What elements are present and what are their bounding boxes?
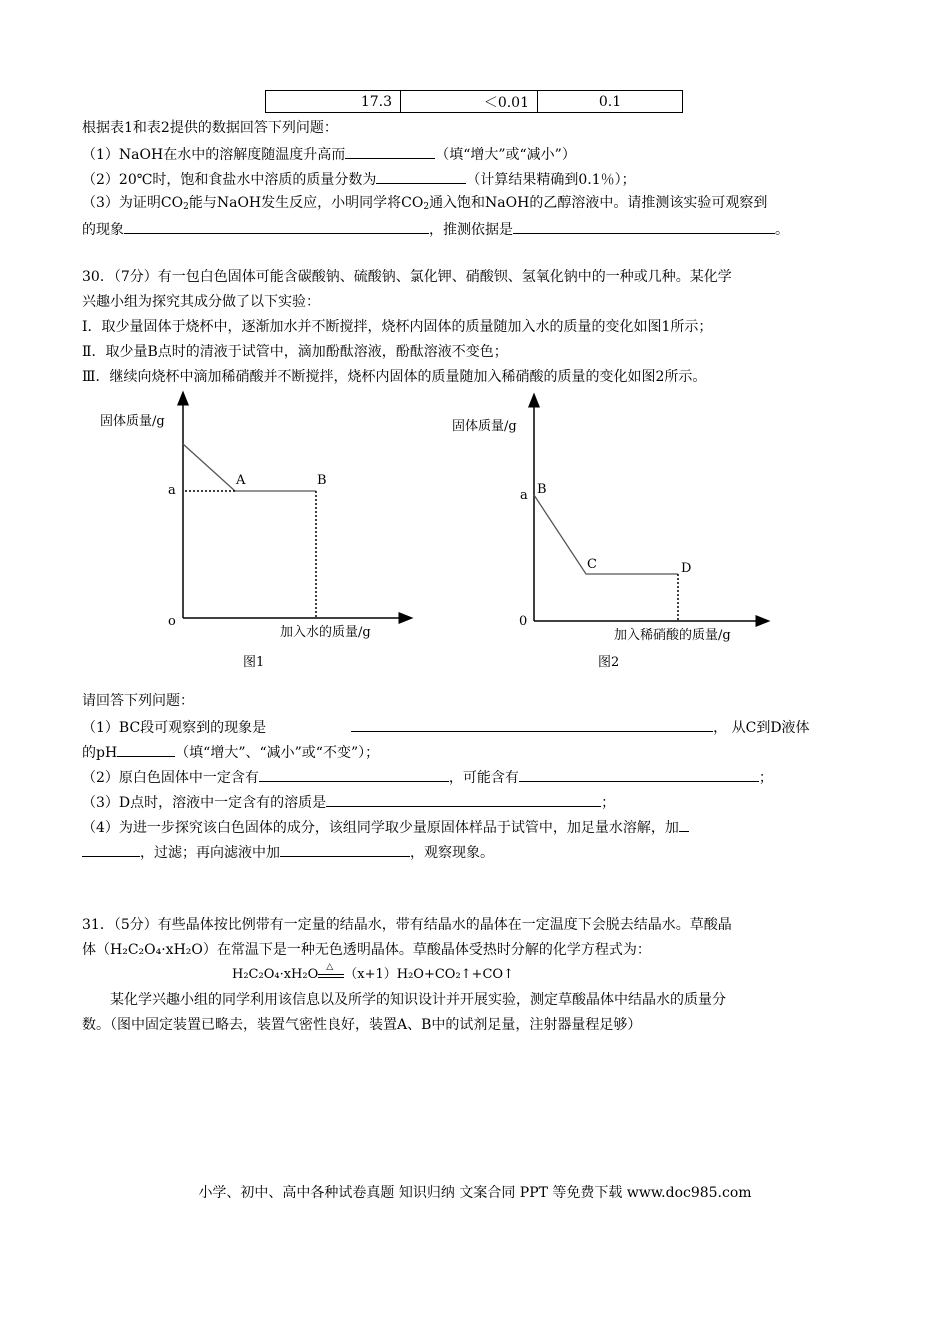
text: （3）D点时，溶液中一定含有的溶质是 <box>82 795 327 811</box>
fig2-xlabel: 加入稀硝酸的质量/g <box>614 628 731 643</box>
curve <box>183 444 316 491</box>
text: （2）原白色固体中一定含有 <box>82 770 259 786</box>
table-cell: ＜0.01 <box>401 91 538 113</box>
q30-answer1-cont <box>82 742 379 762</box>
answer-blank <box>280 842 410 857</box>
q30-step2: Ⅱ．取少量B点时的清液于试管中，滴加酚酞溶液，酚酞溶液不变色； <box>82 344 508 360</box>
q30-answer1 <box>82 717 810 737</box>
fig1-point-b: B <box>317 473 327 488</box>
heat-symbol: △ <box>326 962 334 972</box>
text: ，可能含有 <box>448 770 519 786</box>
figure-2 <box>534 400 763 621</box>
text: ； <box>601 795 616 811</box>
subscript: 2 <box>183 202 189 212</box>
text: ，观察现象。 <box>410 845 494 861</box>
text: 。 <box>775 222 789 238</box>
text: （填“增大”或“减小”） <box>435 147 576 163</box>
q31-line3: 某化学兴趣小组的同学利用该信息以及所学的知识设计并开展实验，测定草酸晶体中结晶水的质量分 <box>110 992 726 1008</box>
chemical-equation <box>232 962 514 984</box>
q30-ask: 请回答下列问题： <box>82 693 194 709</box>
text: 能与NaOH发生反应，小明同学将CO <box>188 195 424 211</box>
answer-blank <box>326 792 601 807</box>
fig1-a-label: a <box>168 483 176 498</box>
fig2-point-c: C <box>587 557 597 572</box>
figure-1 <box>183 398 406 618</box>
equation-products: （x+1）H₂O+CO₂↑+CO↑ <box>344 967 514 982</box>
text: （4）为进一步探究该白色固体的成分，该组同学取少量原固体样品于试管中，加足量水溶解，加 <box>82 820 679 836</box>
q30-stem-cont: 兴趣小组为探究其成分做了以下实验： <box>82 294 320 310</box>
answer-blank <box>351 717 713 732</box>
text: （计算结果精确到0.1％）； <box>466 172 636 188</box>
q30-stem: 30．（7分）有一包白色固体可能含碳酸钠、硫酸钠、氯化钾、硝酸钡、氢氧化钠中的一种或几种。某化学 <box>82 269 732 285</box>
equation-arrow <box>318 962 344 978</box>
fig2-ylabel: 固体质量/g <box>452 419 517 434</box>
curve <box>534 495 678 574</box>
q30-answer4-cont <box>82 842 494 862</box>
fig2-point-d: D <box>681 561 692 576</box>
answer-blank <box>82 842 140 857</box>
q29-intro: 根据表1和表2提供的数据回答下列问题： <box>82 120 338 136</box>
fig1-ylabel: 固体质量/g <box>100 414 165 429</box>
table-cell: 0.1 <box>538 91 683 113</box>
fig1-point-a: A <box>236 473 246 488</box>
answer-blank <box>519 767 759 782</box>
q30-step3: Ⅲ．继续向烧杯中滴加稀硝酸并不断搅拌，烧杯内固体的质量随加入稀硝酸的质量的变化如图2所示。 <box>82 369 707 385</box>
text: （3）为证明CO <box>82 195 184 211</box>
text: ，推测依据是 <box>429 222 513 238</box>
table-cell: 17.3 <box>266 91 401 113</box>
subscript: 2 <box>423 202 430 212</box>
answer-blank <box>679 817 689 832</box>
fig2-a-label: a <box>520 488 528 503</box>
q31-line4: 数。（图中固定装置已略去，装置气密性良好，装置A、B中的试剂足量，注射器量程足够） <box>82 1017 642 1033</box>
text: （1）NaOH在水中的溶解度随温度升高而 <box>82 147 346 163</box>
text: ，过滤；再向滤液中加 <box>140 845 280 861</box>
fig1-caption: 图1 <box>243 655 265 670</box>
text: 通入饱和NaOH的乙醇溶液中。请推测该实验可观察到 <box>429 195 768 211</box>
equation-reactant: H₂C₂O₄·xH₂O <box>232 967 319 982</box>
text: （填“增大”、“减小”或“不变”）； <box>175 745 380 761</box>
q30-answer4 <box>82 817 689 837</box>
q30-step1: Ⅰ．取少量固体于烧杯中，逐渐加水并不断搅拌，烧杯内固体的质量随加入水的质量的变化如图1所示； <box>82 319 713 335</box>
q31-line1: 31．（5分）有些晶体按比例带有一定量的结晶水，带有结晶水的晶体在一定温度下会脱去结晶水。草酸晶 <box>82 917 732 933</box>
text: 的pH <box>82 745 118 761</box>
text: （2）20℃时，饱和食盐水中溶质的质量分数为 <box>82 172 377 188</box>
text: ， 从C到D液体 <box>713 720 810 736</box>
q31-line2: 体（H₂C₂O₄·xH₂O）在常温下是一种无色透明晶体。草酸晶体受热时分解的化学方程式为： <box>82 942 651 958</box>
footer: 小学、初中、高中各种试卷真题 知识归纳 文案合同 PPT 等免费下载 www.doc985.com <box>198 1185 752 1201</box>
fig2-point-b: B <box>537 482 547 497</box>
text: ； <box>758 770 773 786</box>
fig1-xlabel: 加入水的质量/g <box>280 625 371 640</box>
text: 的现象 <box>82 222 124 238</box>
fig2-origin: 0 <box>519 614 528 629</box>
q30-answer2 <box>82 767 773 787</box>
answer-blank <box>117 742 175 757</box>
q30-answer3 <box>82 792 615 812</box>
text: （1）BC段可观察到的现象是 <box>82 720 267 736</box>
answer-blank <box>259 767 449 782</box>
fig2-caption: 图2 <box>598 655 620 670</box>
fig1-origin: o <box>168 614 176 629</box>
